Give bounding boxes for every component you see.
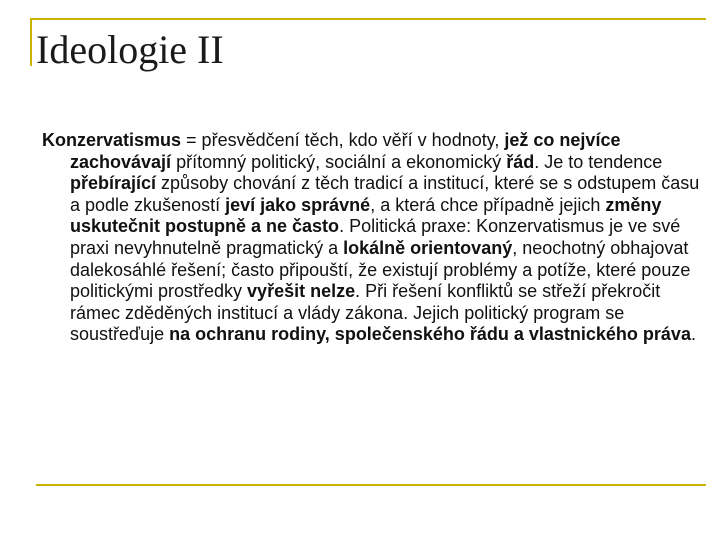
text-run: lokálně orientovaný xyxy=(343,237,513,258)
text-run: přítomný politický, sociální a ekonomický xyxy=(171,151,507,172)
text-run: přebírající xyxy=(70,173,157,194)
slide-body-paragraph xyxy=(42,130,710,346)
text-run: jeví jako správné xyxy=(225,194,371,215)
text-run: , neochotný obhajovat dalekosáhlé řešení; často připouští, že existují problémy a potíže, které pouze politickými prostředky xyxy=(70,237,691,302)
text-run: . Při řešení konfliktů se střeží překročit rámec zděděných institucí a vlády zákona. Jejich politický program se soustřeďuje xyxy=(70,281,661,345)
bottom-rule-line xyxy=(36,484,706,486)
top-rule-line xyxy=(30,18,706,20)
text-run: na ochranu rodiny, společenského řádu a vlastnického práva xyxy=(169,324,691,345)
text-run: Konzervatismus xyxy=(42,130,182,150)
text-run: jež co nejvíce zachovávají xyxy=(70,130,621,172)
text-run: = přesvědčení těch, kdo věří v hodnoty, xyxy=(181,130,505,150)
slide-title: Ideologie II xyxy=(36,27,224,72)
text-run: způsoby chování z těch tradicí a institucí, které se s odstupem času a podle zkušeností xyxy=(70,173,700,215)
text-run: . Je to tendence xyxy=(534,151,663,172)
text-run: , a která chce případně jejich xyxy=(370,194,606,215)
text-run: vyřešit nelze xyxy=(247,281,356,302)
text-run: . xyxy=(690,324,696,345)
text-run: . Politická praxe: Konzervatismus je ve své praxi nevyhnutelně pragmatický a xyxy=(70,216,681,258)
text-run: řád xyxy=(506,151,535,172)
text-run: změny uskutečnit postupně a ne často xyxy=(70,194,662,237)
left-rule-line xyxy=(30,18,32,66)
